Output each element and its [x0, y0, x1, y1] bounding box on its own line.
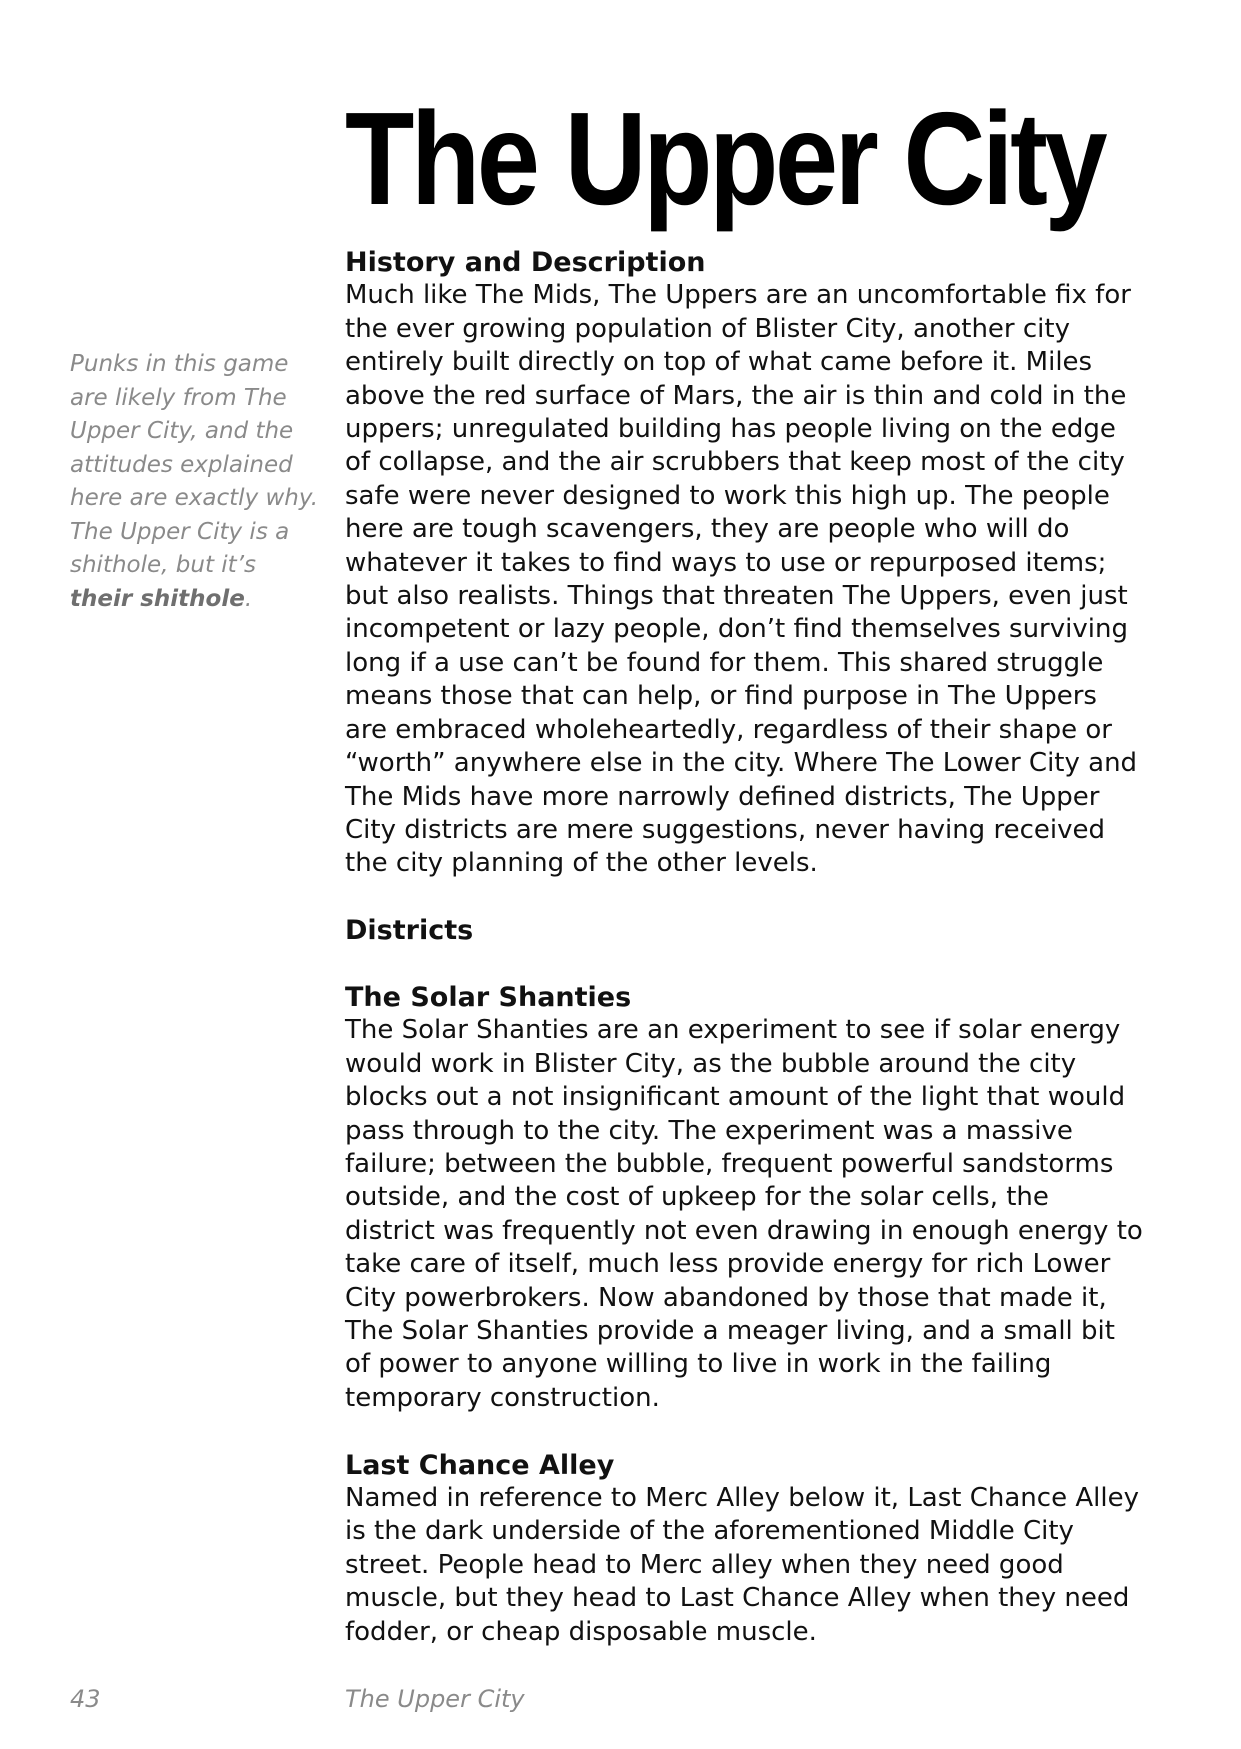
last-chance-alley-section [345, 1449, 1145, 1649]
spacer [345, 1415, 1145, 1448]
spacer [345, 948, 1145, 981]
history-heading: History and Description [345, 247, 706, 278]
districts-heading: Districts [345, 915, 474, 947]
spacer [345, 881, 1145, 914]
page-number: 43 [70, 1685, 101, 1713]
history-body: Much like The Mids, The Uppers are an uncomfortable fix for the ever growing population of Blister City, another city entirely built directly on top of what came before it. Miles above the red surface of Mars, the air is thin and cold in the uppers; unregulated building has people living on the edge of collapse, and the air scrubbers that keep most of the city safe were never designed to work this high up. The people here are tough scavengers, they are people who will do whatever it takes to find ways to use or repurposed items; but also realists. Things that threaten The Uppers, even just incompetent or lazy people, don’t find themselves surviving long if a use can’t be found for them. This shared struggle means those that can help, or find purpose in The Uppers are embraced wholeheartedly, regardless of their shape or “worth” anywhere else in the city. Where The Lower City and The Mids have more narrowly defined districts, The Upper City districts are mere suggestions, never having received the city planning of the other levels. [345, 280, 1138, 879]
page-title: The Upper City [345, 85, 1105, 232]
solar-shanties-body: The Solar Shanties are an experiment to see if solar energy would work in Blister City, as the bubble around the city blocks out a not insignificant amount of the light that would pass through to the city. The experiment was a massive failure; between the bubble, frequent powerful sandstorms outside, and the cost of upkeep for the solar cells, the district was frequently not even drawing in enough energy to take care of itself, much less provide energy for rich Lower City powerbrokers. Now abandoned by those that made it, The Solar Shanties provide a meager living, and a small bit of power to anyone willing to live in work in the failing temporary construction. [345, 1015, 1143, 1413]
sidebar-note-text [70, 348, 320, 616]
solar-shanties-section [345, 981, 1145, 1415]
last-chance-alley-heading: Last Chance Alley [345, 1449, 615, 1481]
districts-section [345, 914, 1145, 947]
solar-shanties-heading: The Solar Shanties [345, 981, 632, 1013]
sidebar-note-text-after: . [244, 585, 253, 612]
last-chance-alley-body: Named in reference to Merc Alley below it, Last Chance Alley is the dark underside of the aforementioned Middle City street. People head to Merc alley when they need good muscle, but they head to Last Chance Alley when they need fodder, or cheap disposable muscle. [345, 1482, 1139, 1647]
main-column [345, 246, 1145, 1649]
history-section [345, 246, 1145, 881]
sidebar-note-text-before: Punks in this game are likely from The Upper City, and the attitudes explained here are exactly why. The Upper City is a shithole, but it’s [70, 351, 319, 578]
sidebar-note [70, 348, 320, 616]
running-title: The Upper City [345, 1685, 525, 1713]
sidebar-note-emphasis: their shithole [70, 585, 245, 612]
